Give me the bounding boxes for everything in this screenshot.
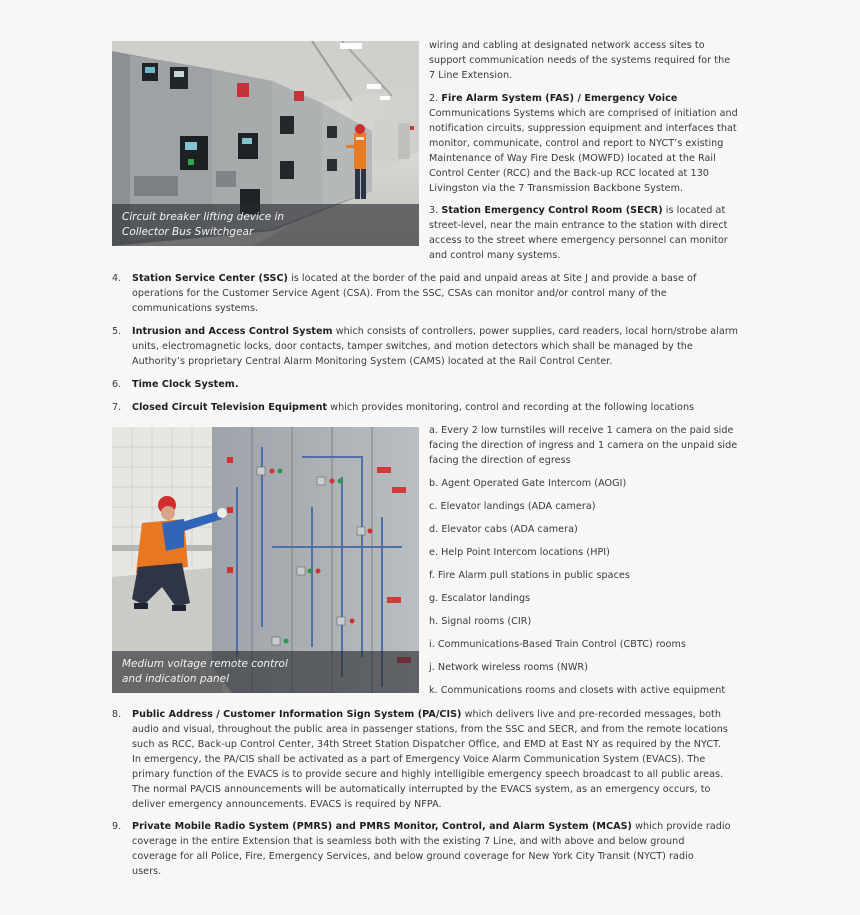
text-line: 7 Line Extension. (429, 70, 513, 81)
item-number: 4. (112, 273, 122, 284)
cctv-location-g: g. Escalator landings (429, 593, 531, 604)
text-line: operations for the Customer Service Agent (CSA). From the SSC, CSAs can monitor and/or control many of the (132, 288, 667, 299)
text-line: wiring and cabling at designated network access sites to (429, 40, 705, 51)
item-number: 8. (112, 709, 122, 720)
caption-line: Medium voltage remote control (122, 658, 288, 670)
item-title: Time Clock System. (132, 379, 239, 390)
text-line: primary function of the EVACS is to provide secure and highly intelligible emergency speech broadcast to all public areas. (132, 769, 724, 780)
text-line: Control Center (RCC) and the Back-up RCC located at 130 (429, 168, 709, 179)
text-line: facing the direction of egress (429, 455, 571, 466)
item-title: Intrusion and Access Control System (132, 326, 333, 337)
item-text: which provides monitoring, control and recording at the following locations (327, 402, 695, 413)
item-title: Public Address / Customer Information Sign System (PA/CIS) (132, 709, 462, 720)
text-line: notification circuits, suppression equipment and interfaces that (429, 123, 737, 134)
item-title: Closed Circuit Television Equipment (132, 402, 328, 413)
photo-caption (112, 651, 419, 693)
list-item-time-clock (132, 377, 762, 392)
item-number: 6. (112, 379, 122, 390)
text-line: a. Every 2 low turnstiles will receive 1 camera on the paid side (429, 425, 734, 436)
control-panel-photo (112, 427, 419, 693)
cctv-location-j: j. Network wireless rooms (NWR) (429, 662, 588, 673)
text-line: coverage in the entire Extension that is seamless both with the existing 7 Line, and with above and below ground (132, 836, 685, 847)
text-line: coverage for all Police, Fire, Emergency Services, and below ground coverage for New York City Transit (NYCT) radio (132, 851, 694, 862)
item-number: 9. (112, 821, 122, 832)
text-line: audio and visual, throughout the public area in passenger stations, from the SSC and SECR, and from the remote locations (132, 724, 728, 735)
item-number: 7. (112, 402, 122, 413)
cctv-location-f: f. Fire Alarm pull stations in public spaces (429, 570, 630, 581)
cctv-location-c: c. Elevator landings (ADA camera) (429, 501, 596, 512)
switchgear-photo (112, 41, 419, 246)
text-line: Maintenance of Way Fire Desk (MOWFD) located at the Rail (429, 153, 716, 164)
text-line: monitor, communicate, control and report to NYCT’s existing (429, 138, 724, 149)
cctv-location-k: k. Communications rooms and closets with active equipment (429, 685, 726, 696)
text-line: facing the direction of ingress and 1 camera on the unpaid side (429, 440, 738, 451)
item-number: 2. (429, 93, 439, 104)
cctv-location-b: b. Agent Operated Gate Intercom (AOGI) (429, 478, 627, 489)
text-line: such as RCC, Back-up Control Center, 34th Street Station Dispatcher Office, and EMD at East NY as required by the NYCT. (132, 739, 722, 750)
text-line: Authority’s proprietary Central Alarm Monitoring System (CAMS) located at the Rail Control Center. (132, 356, 613, 367)
item-text: which delivers live and pre-recorded messages, both (461, 709, 721, 720)
text-line: units, electromagnetic locks, door contacts, tamper switches, and motion detectors which shall be managed by the (132, 341, 693, 352)
cctv-location-a (429, 423, 759, 468)
item-number: 5. (112, 326, 122, 337)
caption-line: and indication panel (122, 673, 230, 685)
cctv-location-d: d. Elevator cabs (ADA camera) (429, 524, 578, 535)
item-text: which provide radio (632, 821, 731, 832)
text-line: street-level, near the main entrance to the station with direct (429, 220, 728, 231)
text-line: Livingston via the 7 Transmission Backbone System. (429, 183, 684, 194)
item-number: 3. (429, 205, 439, 216)
caption-line: Circuit breaker lifting device in (122, 211, 285, 223)
text-line: communications systems. (132, 303, 259, 314)
text-line: and control many systems. (429, 250, 561, 261)
list-item-pmrs (132, 819, 762, 879)
intro-paragraph (429, 38, 759, 83)
cctv-location-e: e. Help Point Intercom locations (HPI) (429, 547, 610, 558)
item-title: Fire Alarm System (FAS) / Emergency Voice (441, 93, 678, 104)
cctv-location-i: i. Communications-Based Train Control (CBTC) rooms (429, 639, 686, 650)
list-item-cctv (132, 400, 762, 415)
text-line: support communication needs of the systems required for the (429, 55, 731, 66)
text-line: In emergency, the PA/CIS shall be activated as a part of Emergency Voice Alarm Communication System (EVACS). The (132, 754, 706, 765)
item-text: which consists of controllers, power supplies, card readers, local horn/strobe alarm (332, 326, 739, 337)
text-line: Communications Systems which are comprised of initiation and (429, 108, 738, 119)
text-line: deliver emergency announcements. EVACS is required by NFPA. (132, 799, 442, 810)
list-item-secr (429, 203, 759, 263)
item-title: Private Mobile Radio System (PMRS) and PMRS Monitor, Control, and Alarm System (MCAS) (132, 821, 632, 832)
item-text: is located at the border of the paid and unpaid areas at Site J and provide a base of (287, 273, 697, 284)
cctv-location-h: h. Signal rooms (CIR) (429, 616, 532, 627)
list-item-intrusion (132, 324, 762, 369)
item-title: Station Service Center (SSC) (132, 273, 288, 284)
item-text: is located at (662, 205, 726, 216)
list-item-ssc (132, 271, 762, 316)
list-item-fire-alarm (429, 91, 759, 196)
caption-line: Collector Bus Switchgear (122, 226, 254, 238)
item-title: Station Emergency Control Room (SECR) (441, 205, 663, 216)
text-line: access to the street where emergency personnel can monitor (429, 235, 728, 246)
list-item-pa-cis (132, 707, 762, 812)
text-line: The normal PA/CIS announcements will be automatically interrupted by the EVACS system, as an emergency occurs, to (132, 784, 711, 795)
text-line: users. (132, 866, 162, 877)
photo-caption (112, 204, 419, 246)
